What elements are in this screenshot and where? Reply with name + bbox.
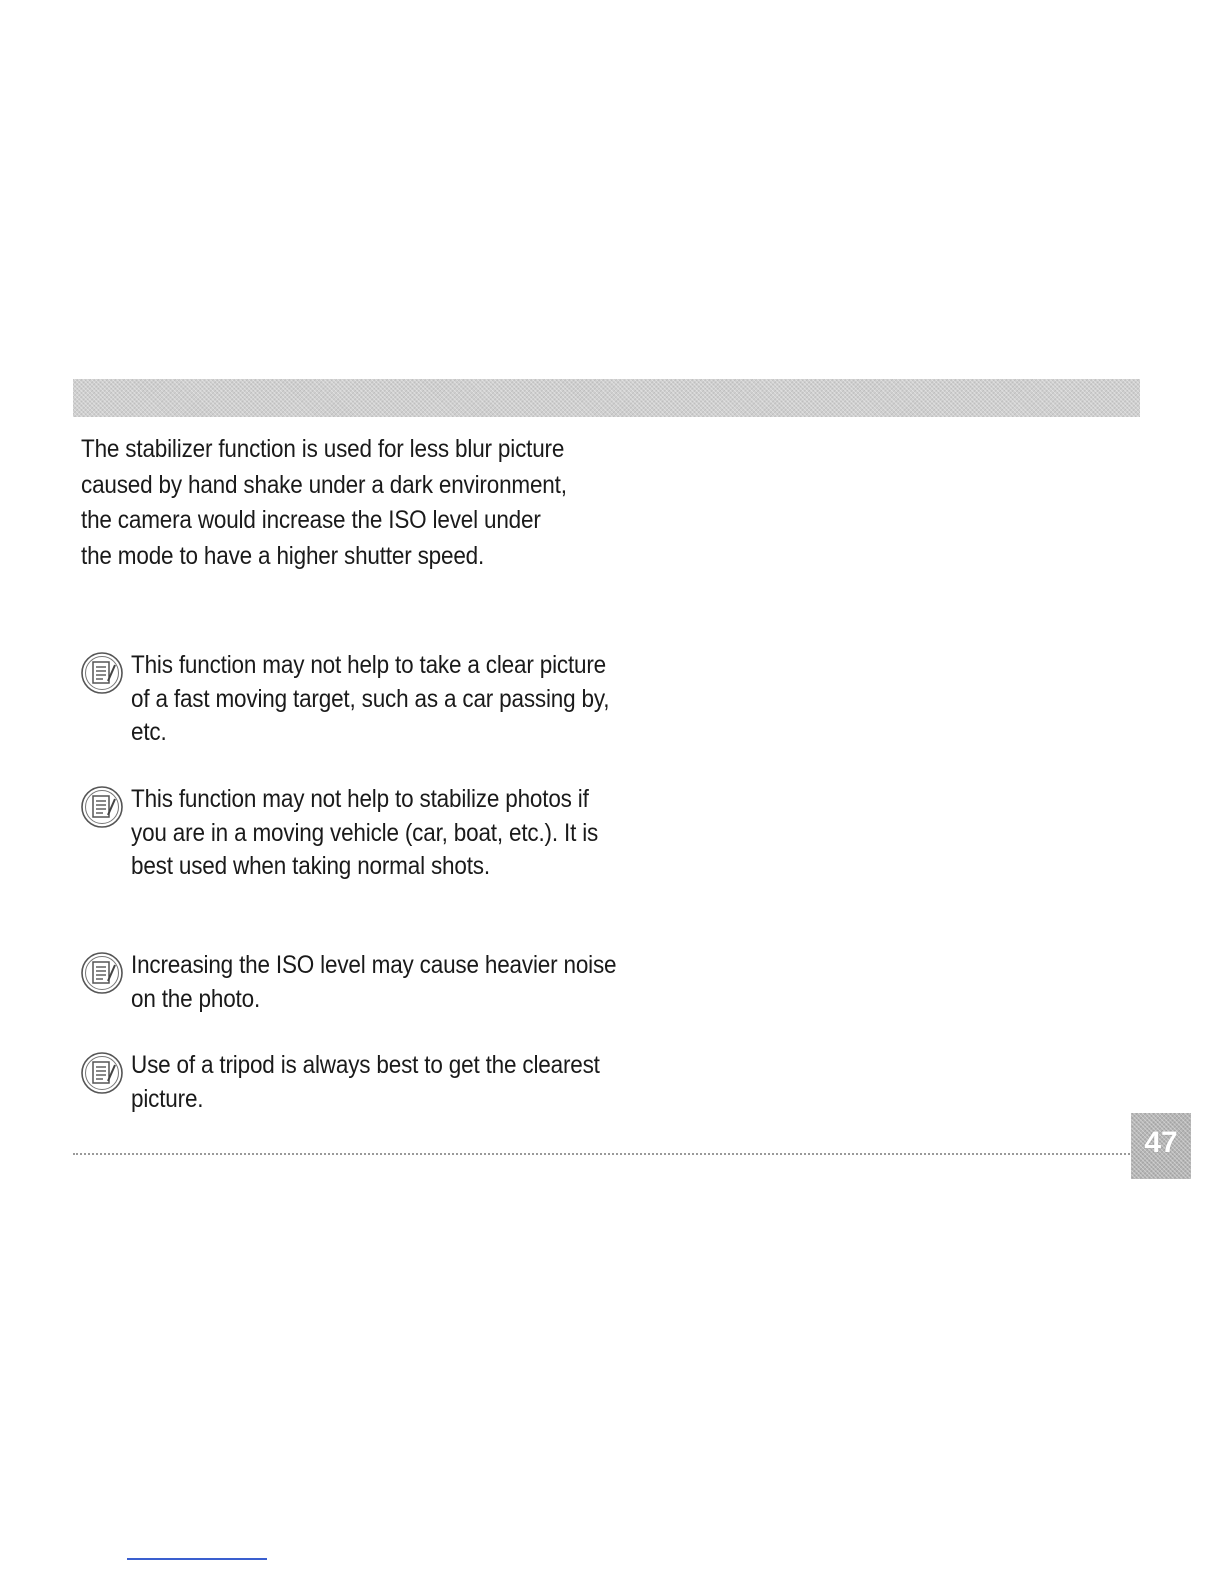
note-icon [80,785,126,831]
note-icon [80,951,126,997]
page-number: 47 [1131,1113,1191,1179]
note-text: Use of a tripod is always best to get the clearest picture. [131,1051,600,1113]
note-icon [80,651,126,697]
footer-divider [73,1153,1133,1155]
note-icon [80,1051,126,1097]
bottom-divider [127,1558,267,1560]
intro-paragraph: The stabilizer function is used for less blur picture caused by hand shake under a dark environment, the camera would increase the ISO level under the mode to have a higher shutter speed. [81,435,567,570]
note-text: This function may not help to stabilize photos if you are in a moving vehicle (car, boat, etc.). It is best used when taking normal shots. [131,785,599,880]
note-text: This function may not help to take a clear picture of a fast moving target, such as a car passing by, etc. [131,651,610,746]
note-text: Increasing the ISO level may cause heavier noise on the photo. [131,951,617,1013]
section-header-bar [73,379,1140,417]
